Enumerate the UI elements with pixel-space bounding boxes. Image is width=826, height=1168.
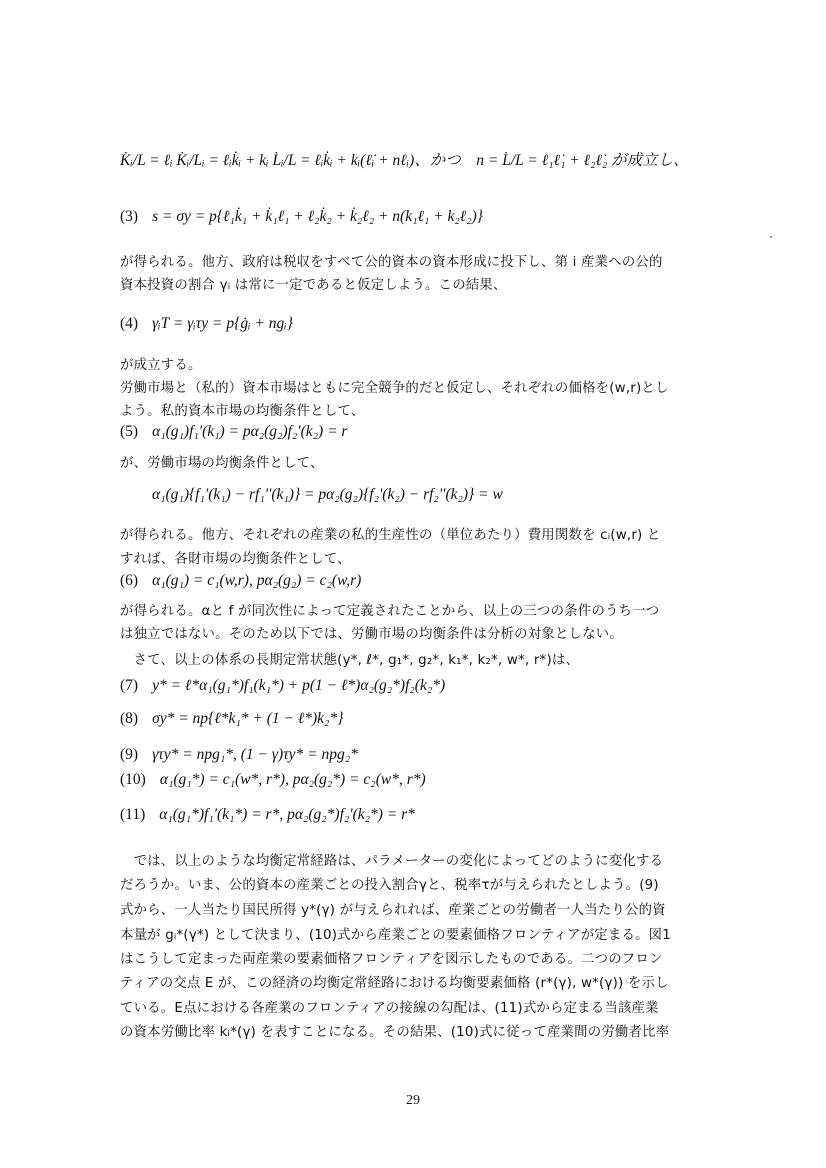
paragraph-line: では、以上のような均衡定常経路は、パラメーターの変化によってどのように変化する	[120, 854, 664, 869]
paragraph-line: 資本投資の割合 γᵢ は常に一定であると仮定しよう。この結果、	[120, 278, 507, 293]
equation-top: K̇ᵢ/L = ℓᵢ K̇ᵢ/Lᵢ = ℓᵢk̇ᵢ + kᵢ L̇ᵢ/L = ℓᵢk̇ᵢ + kᵢ(ℓ̇ᵢ + nℓᵢ)、かつ n = L̇/L = ℓ₁ℓ̇₁ + ℓ₂ℓ̇₂ が成立し、	[120, 152, 689, 169]
equation-8	[120, 710, 343, 728]
paragraph-line: ティアの交点 E が、この経済の均衡定常経路における均衡要素価格 (r*(γ), w*(γ)) を示し	[120, 976, 669, 991]
paragraph-line: 本量が gᵢ*(γ*) として決まり、(10)式から産業ごとの要素価格フロンティアが定まる。図1	[120, 928, 671, 943]
equation-number: (9)	[120, 746, 139, 763]
equation-number: (6)	[120, 572, 139, 589]
equation-number: (11)	[120, 806, 146, 823]
equation-body: α₁(g₁*) = c₁(w*, r*), pα₂(g₂*) = c₂(w*, r*)	[159, 771, 426, 788]
paragraph-line: さて、以上の体系の長期定常状態(y*, ℓ*, g₁*, g₂*, k₁*, k₂*, w*, r*)は、	[120, 653, 580, 668]
paragraph-line: の資本労働比率 kᵢ*(γ) を表すことになる。その結果、(10)式に従って産業間の労働者比率	[120, 1025, 670, 1040]
equation-10	[120, 771, 426, 789]
paragraph-line: が得られる。他方、それぞれの産業の私的生産性の（単位あたり）費用関数を cᵢ(w,r) と	[120, 528, 661, 543]
equation-9	[120, 746, 358, 764]
equation-number: (5)	[120, 423, 139, 440]
paragraph-line: だろうか。いま、公的資本の産業ごとの投入割合γと、税率τが与えられたとしよう。(9)	[120, 878, 659, 893]
paragraph-line: すれば、各財市場の均衡条件として、	[120, 552, 351, 567]
equation-number: (7)	[120, 677, 139, 694]
equation-body: α₁(g₁) = c₁(w,r), pα₂(g₂) = c₂(w,r)	[152, 572, 362, 589]
paragraph-line: はこうして定まった両産業の要素価格フロンティアを図示したものである。二つのフロン	[120, 952, 663, 967]
paragraph-line: が得られる。他方、政府は税収をすべて公的資本の資本形成に投下し、第 i 産業への公的	[120, 255, 663, 270]
paragraph-line: 式から、一人当たり国民所得 y*(γ) が与えられれば、産業ごとの労働者一人当たり公的資	[120, 903, 666, 918]
equation-3	[120, 208, 483, 226]
equation-6	[120, 572, 361, 590]
equation-labor-market: α₁(g₁){f₁'(k₁) − rf₁''(k₁)} = pα₂(g₂){f₂'(k₂) − rf₂''(k₂)} = w	[152, 486, 503, 503]
equation-body: α₁(g₁*)f₁'(k₁*) = r*, pα₂(g₂*)f₂'(k₂*) = r*	[159, 806, 415, 823]
equation-11	[120, 806, 415, 824]
paragraph-line: よう。私的資本市場の均衡条件として、	[120, 404, 365, 419]
paragraph-line: 労働市場と（私的）資本市場はともに完全競争的だと仮定し、それぞれの価格を(w,r)とし	[120, 381, 669, 396]
equation-body: γᵢT = γᵢτy = p{ġᵢ + ngᵢ}	[152, 315, 293, 332]
equation-5	[120, 423, 347, 441]
paragraph-line: ている。E点における各産業のフロンティアの接線の勾配は、(11)式から定まる当該産業	[120, 1001, 659, 1016]
equation-body: σy* = np{ℓ*k₁* + (1 − ℓ*)k₂*}	[152, 710, 344, 727]
page-number: 29	[406, 1093, 420, 1108]
equation-body: α₁(g₁)f₁'(k₁) = pα₂(g₂)f₂'(k₂) = r	[152, 423, 348, 440]
equation-body: γτy* = npg₁*, (1 − γ)τy* = npg₂*	[152, 746, 358, 763]
equation-number: (3)	[120, 208, 139, 225]
equation-7	[120, 677, 445, 695]
paragraph-line: が得られる。αと f が同次性によって定義されたことから、以上の三つの条件のうち一つ	[120, 604, 660, 619]
paragraph-line: が成立する。	[120, 358, 202, 373]
equation-4	[120, 315, 293, 333]
paragraph-line: が、労働市場の均衡条件として、	[120, 456, 324, 471]
margin-mark	[770, 236, 772, 238]
equation-number: (4)	[120, 315, 139, 332]
equation-body: y* = ℓ*α₁(g₁*)f₁(k₁*) + p(1 − ℓ*)α₂(g₂*)f₂(k₂*)	[152, 677, 446, 694]
equation-number: (10)	[120, 771, 146, 788]
paragraph-line: は独立ではない。そのため以下では、労働市場の均衡条件は分析の対象としない。	[120, 627, 623, 642]
equation-number: (8)	[120, 710, 139, 727]
equation-body: s = σy = p{ℓ₁k̇₁ + k̇₁ℓ₁ + ℓ₂k̇₂ + k̇₂ℓ₂ + n(k₁ℓ₁ + k₂ℓ₂)}	[152, 208, 483, 225]
